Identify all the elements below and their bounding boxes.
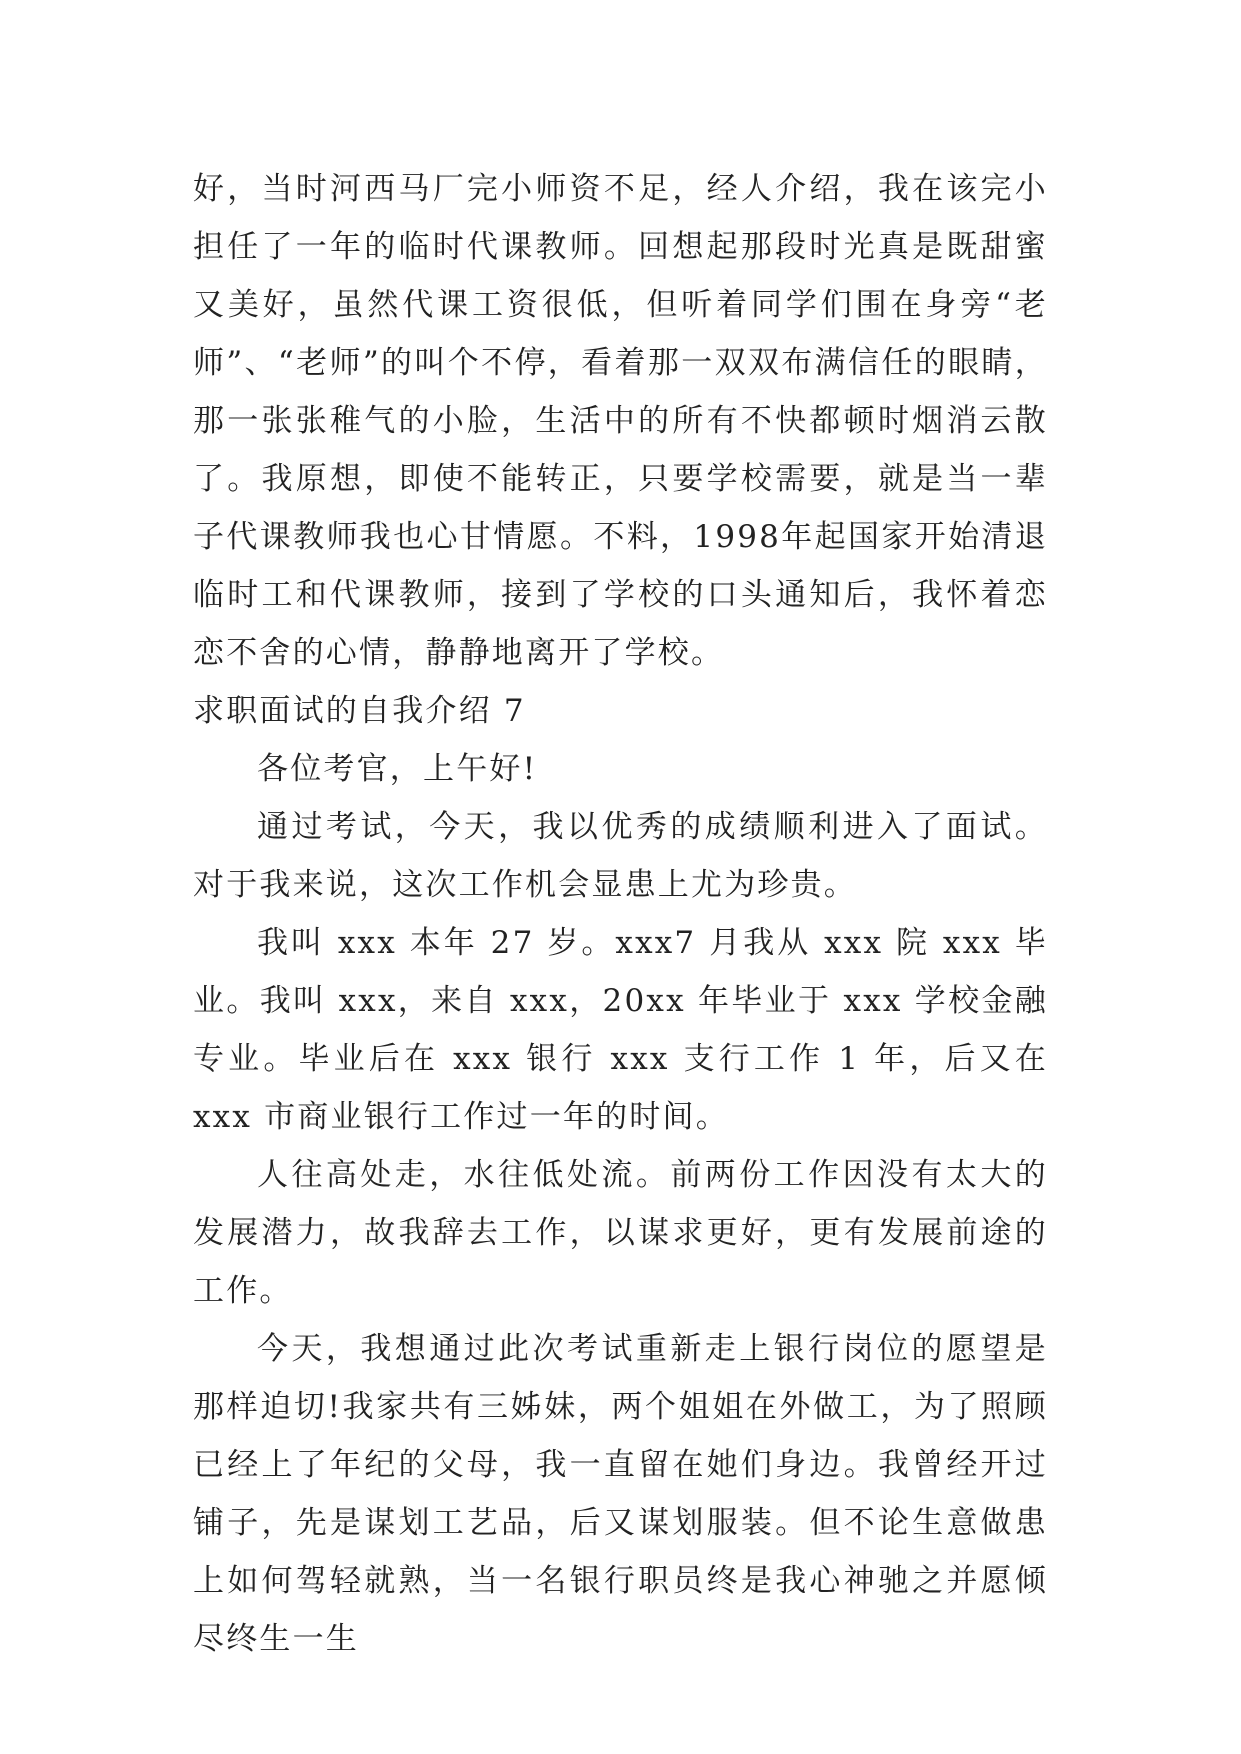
paragraph-interview: 通过考试，今天，我以优秀的成绩顺利进入了面试。对于我来说，这次工作机会显患上尤为珍贵。 [193, 809, 1048, 903]
paragraph-aspiration: 今天，我想通过此次考试重新走上银行岗位的愿望是那样迫切!我家共有三姊妹，两个姐姐在外做工，为了照顾已经上了年纪的父母，我一直留在她们身边。我曾经开过铺子，先是谋划工艺品，后又谋划服装。但不论生意做患上如何驾轻就熟，当一名银行职员终是我心神驰之并愿倾尽终生一生 [193, 1331, 1048, 1657]
continuation-paragraph: 好，当时河西马厂完小师资不足，经人介绍，我在该完小担任了一年的临时代课教师。回想起那段时光真是既甜蜜又美好，虽然代课工资很低，但听着同学们围在身旁“老师”、“老师”的叫个不停，看着那一双双布满信任的眼睛，那一张张稚气的小脸，生活中的所有不快都顿时烟消云散了。我原想，即使不能转正，只要学校需要，就是当一辈子代课教师我也心甘情愿。不料，1998年起国家开始清退临时工和代课教师，接到了学校的口头通知后，我怀着恋恋不舍的心情，静静地离开了学校。 [193, 171, 1048, 671]
paragraph-motivation: 人往高处走，水往低处流。前两份工作因没有太大的发展潜力，故我辞去工作，以谋求更好，更有发展前途的工作。 [193, 1157, 1048, 1309]
section-title: 求职面试的自我介绍 7 [193, 693, 526, 729]
paragraph-background: 我叫 xxx 本年 27 岁。xxx7 月我从 xxx 院 xxx 毕业。我叫 xxx，来自 xxx，20xx 年毕业于 xxx 学校金融专业。毕业后在 xxx 银行 xxx 支行工作 1 年，后又在 xxx 市商业银行工作过一年的时间。 [193, 925, 1048, 1135]
paragraph-greeting: 各位考官，上午好! [257, 751, 538, 787]
document-page [193, 160, 1048, 1668]
